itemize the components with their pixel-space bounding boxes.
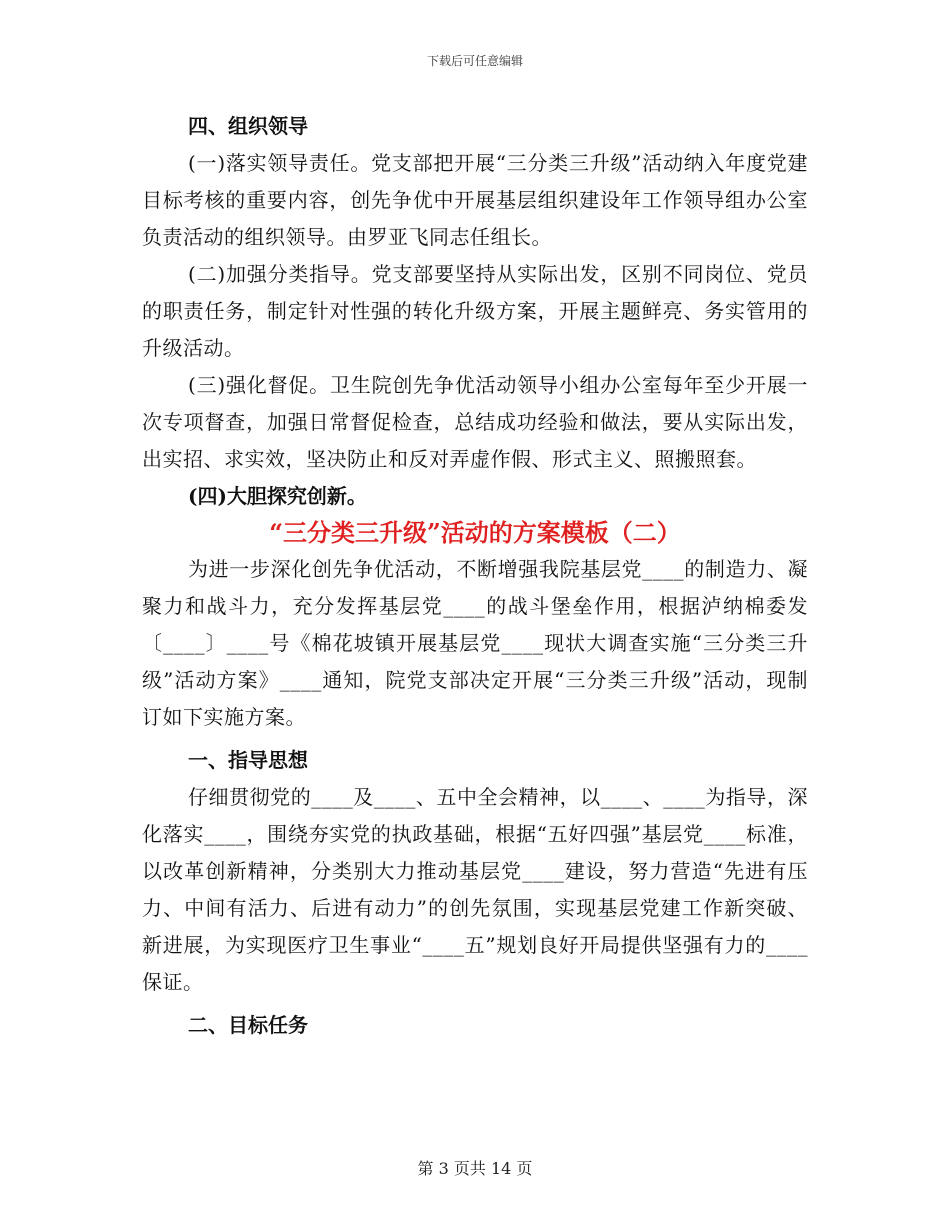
paragraph-intro: 为进一步深化创先争优活动，不断增强我院基层党____的制造力、凝聚力和战斗力，充分发挥基层党____的战斗堡垒作用，根据泸纳棉委发〔____〕____号《棉花坡镇开展基层党____现状大调查实施“三分类三升级”活动方案》____通知，院党支部决定开展“三分类三升级”活动，现制订如下实施方案。 [142,557,808,729]
paragraph-supervision: (三)强化督促。卫生院创先争优活动领导小组办公室每年至少开展一次专项督查，加强日常督促检查，总结成功经验和做法，要从实际出发，出实招、求实效，坚决防止和反对弄虚作假、形式主义、照搬照套。 [142,373,808,471]
section-heading-goals: 二、目标任务 [188,1013,308,1037]
section-heading-guiding-thought: 一、指导思想 [188,748,308,772]
document-body [142,108,808,1044]
paragraph-guiding-thought: 仔细贯彻党的____及____、五中全会精神，以____、____为指导，深化落实____，围绕夯实党的执政基础，根据“五好四强”基层党____标准，以改革创新精神，分类别大力推动基层党____建设，努力营造“先进有压力、中间有活力、后进有动力”的创先氛围，实现基层党建工作新突破、新进展，为实现医疗卫生事业“____五”规划良好开局提供坚强有力的____保证。 [142,785,808,994]
paragraph-innovation: (四)大胆探究创新。 [188,484,367,508]
page-footer: 第 3 页共 14 页 [417,1159,533,1178]
section-heading-organization: 四、组织领导 [188,114,308,138]
paragraph-leadership-responsibility: (一)落实领导责任。党支部把开展“三分类三升级”活动纳入年度党建目标考核的重要内容，创先争优中开展基层组织建设年工作领导组办公室负责活动的组织领导。由罗亚飞同志任组长。 [142,151,808,249]
page-header: 下载后可任意编辑 [426,54,523,68]
paragraph-classified-guidance: (二)加强分类指导。党支部要坚持从实际出发，区别不同岗位、党员的职责任务，制定针对性强的转化升级方案，开展主题鲜亮、务实管用的升级活动。 [142,262,808,360]
document-title: “三分类三升级”活动的方案模板（二） [269,518,681,547]
